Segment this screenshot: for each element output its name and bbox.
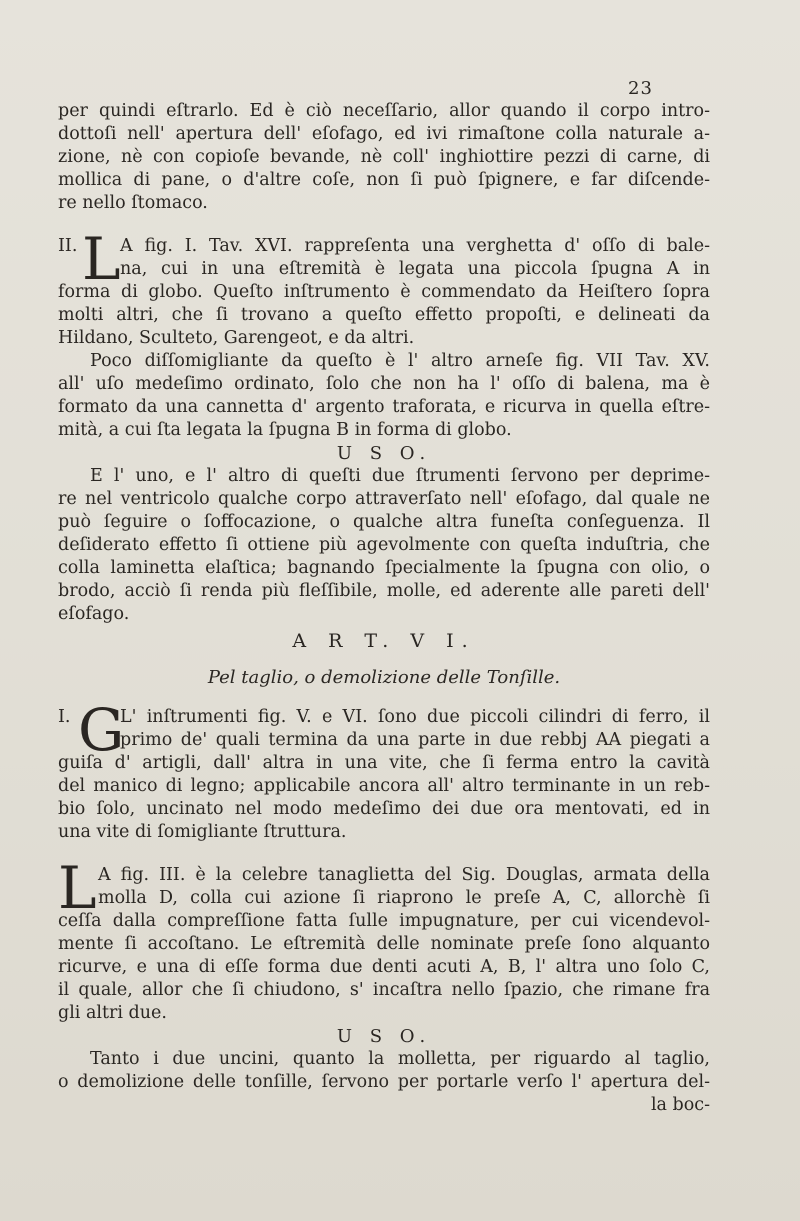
text-line: per quindi eſtrarlo. Ed è ciò neceſſario, allor quando il corpo intro- [58, 101, 710, 121]
text-line: L' inſtrumenti fig. V. e VI. ſono due piccoli cilindri di ferro, il [120, 707, 710, 727]
text-line: una vite di ſomigliante ſtruttura. [58, 822, 347, 842]
paragraph-marker: I. [58, 707, 71, 727]
text-line: del manico di legno; applicabile ancora all' altro terminante in un reb- [58, 776, 710, 796]
paragraph [58, 854, 710, 1025]
drop-cap: L [58, 854, 97, 922]
article-title: A R T. V I. [292, 630, 476, 652]
text-line: re nello ſtomaco. [58, 193, 208, 213]
page-text [58, 100, 710, 1117]
text-line: Poco diſſomigliante da queſto è l' altro arneſe fig. VII Tav. XV. [90, 351, 710, 371]
uso-heading: U S O. [336, 443, 432, 464]
paragraph-marker: II. [58, 236, 78, 256]
text-line: zione, nè con copioſe bevande, nè coll' inghiottire pezzi di carne, di [58, 147, 710, 167]
drop-cap: G [78, 696, 125, 764]
text-line: o demolizione delle tonſille, ſervono per portarle verſo l' apertura del- [58, 1072, 710, 1092]
text-line: brodo, acciò ſi renda più fleſſibile, molle, ed aderente alle pareti dell' [58, 581, 710, 601]
text-line: guiſa d' artigli, dall' altra in una vite, che ſi ferma entro la cavità [58, 753, 710, 773]
text-line: eſofago. [58, 604, 130, 624]
text-line: molti altri, che ſi trovano a queſto effetto propoſti, e delineati da [58, 305, 710, 325]
text-line: può ſeguire o ſoffocazione, o qualche altra funeſta conſeguenza. Il [58, 512, 710, 532]
catchword: la boc- [650, 1095, 710, 1115]
text-line: molla D, colla cui azione ſi riaprono le preſe A, C, allorchè ſi [98, 888, 710, 908]
text-line: mollica di pane, o d'altre coſe, non ſi può ſpignere, e far diſcende- [58, 170, 710, 190]
paragraph-ii [58, 225, 710, 350]
text-line: formato da una cannetta d' argento traforata, e ricurva in quella eſtre- [58, 397, 710, 417]
paragraph-continuation [58, 100, 710, 215]
text-line: na, cui in una eſtremità è legata una piccola ſpugna A in [120, 259, 710, 279]
text-line: A fig. I. Tav. XVI. rappreſenta una verghetta d' oſſo di bale- [120, 236, 710, 256]
text-line: all' uſo medeſimo ordinato, ſolo che non ha l' oſſo di balena, ma è [58, 374, 710, 394]
text-line: E l' uno, e l' altro di queſti due ſtrumenti ſervono per deprime- [90, 466, 710, 486]
paragraph [58, 465, 710, 626]
article-subtitle: Pel taglio, o demolizione delle Tonſille. [207, 667, 561, 688]
text-line: il quale, allor che ſi chiudono, s' incaſtra nello ſpazio, che rimane fra [58, 980, 710, 1000]
text-line: bio ſolo, uncinato nel modo medeſimo dei due ora mentovati, ed in [58, 799, 710, 819]
text-line: deſiderato effetto ſi ottiene più agevolmente con queſta induſtria, che [58, 535, 710, 555]
text-line: dottoſi nell' apertura dell' eſofago, ed ivi rimaſtone colla naturale a- [58, 124, 710, 144]
text-line: gli altri due. [58, 1003, 167, 1023]
text-line: mità, a cui ſta legata la ſpugna B in forma di globo. [58, 420, 512, 440]
paragraph [58, 350, 710, 442]
drop-cap: L [82, 225, 121, 293]
text-line: A fig. III. è la celebre tanaglietta del Sig. Douglas, armata della [98, 865, 710, 885]
uso-heading: U S O. [336, 1026, 432, 1047]
text-line: mente ſi accoſtano. Le eſtremità delle nominate preſe ſono alquanto [58, 934, 710, 954]
text-line: forma di globo. Queſto inſtrumento è commendato da Heiſtero ſopra [58, 282, 710, 302]
text-line: Hildano, Sculteto, Garengeot, e da altri. [58, 328, 415, 348]
text-line: Tanto i due uncini, quanto la molletta, per riguardo al taglio, [90, 1049, 710, 1069]
paragraph-i [58, 696, 710, 844]
text-line: re nel ventricolo qualche corpo attraverſato nell' eſofago, dal quale ne [58, 489, 710, 509]
page-number: 23 [628, 78, 653, 99]
text-line: primo de' quali termina da una parte in due rebbj AA piegati a [120, 730, 710, 750]
text-line: ricurve, e una di eſſe forma due denti acuti A, B, l' altra uno ſolo C, [58, 957, 710, 977]
paragraph [58, 1048, 710, 1117]
text-line: colla laminetta elaſtica; bagnando ſpecialmente la ſpugna con olio, o [58, 558, 710, 578]
text-line: ceſſa dalla compreſſione fatta ſulle impugnature, per cui vicendevol- [58, 911, 710, 931]
